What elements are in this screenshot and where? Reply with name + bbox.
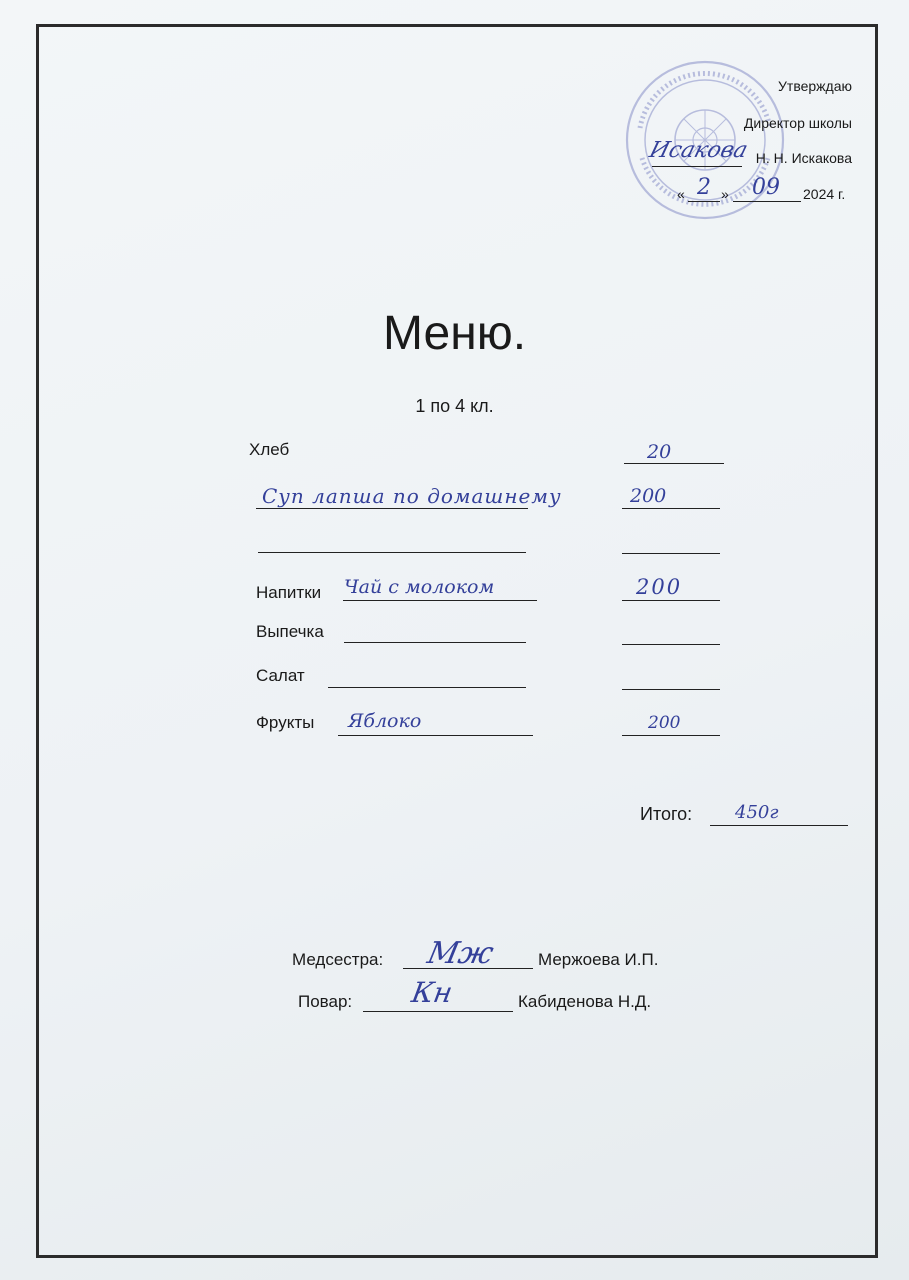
nurse-signature: Мж: [424, 936, 497, 971]
row-drinks-grams: 200: [636, 575, 683, 599]
date-day-line: [688, 201, 720, 202]
date-month-line: [733, 201, 801, 202]
cook-signature: Кн: [409, 976, 456, 1009]
row-fruit-label: Фрукты: [256, 713, 315, 732]
row-drinks-item: Чай с молоком: [344, 576, 495, 598]
date-open-quote: «: [677, 186, 685, 202]
row-bread-grams: 20: [647, 441, 672, 463]
date-month: 09: [752, 175, 780, 200]
total-line: [710, 825, 848, 826]
row-salad-grams-line: [622, 689, 720, 690]
row-salad-label: Салат: [256, 666, 305, 685]
row-empty-item-line: [258, 552, 526, 553]
row-soup-grams: 200: [630, 485, 667, 507]
row-soup-item: Суп лапша по домашнему: [262, 484, 562, 508]
row-pastry-item-line: [344, 642, 526, 643]
nurse-label: Медсестра:: [292, 950, 384, 969]
row-fruit-item: Яблоко: [348, 710, 422, 732]
row-salad-item-line: [328, 687, 526, 688]
cook-signature-line: [363, 1011, 513, 1012]
director-name: Н. Н. Искакова: [755, 150, 852, 166]
row-bread-label: Хлеб: [249, 440, 290, 459]
page-subtitle: 1 по 4 кл.: [415, 396, 494, 416]
nurse-name: Мержоева И.П.: [538, 950, 659, 969]
date-close-quote: »: [721, 186, 729, 202]
row-drinks-grams-line: [622, 600, 720, 601]
row-fruit-grams: 200: [648, 713, 681, 733]
row-bread-grams-line: [624, 463, 724, 464]
row-fruit-item-line: [338, 735, 533, 736]
row-empty-grams-line: [622, 553, 720, 554]
date-year: 2024 г.: [803, 186, 846, 202]
director-signature-line: [652, 166, 742, 167]
row-fruit-grams-line: [622, 735, 720, 736]
row-drinks-label: Напитки: [256, 583, 322, 602]
cook-label: Повар:: [298, 992, 353, 1011]
page-title: Меню.: [382, 307, 527, 360]
date-day: 2: [697, 175, 711, 200]
row-pastry-grams-line: [622, 644, 720, 645]
row-soup-item-line: [256, 508, 528, 509]
total-value: 450г: [735, 802, 779, 823]
total-label: Итого:: [640, 804, 693, 824]
approve-label: Утверждаю: [778, 78, 852, 94]
cook-name: Кабиденова Н.Д.: [518, 992, 652, 1011]
director-position: Директор школы: [743, 115, 852, 131]
director-signature: Исакова: [646, 138, 751, 163]
row-drinks-item-line: [343, 600, 537, 601]
row-pastry-label: Выпечка: [256, 622, 324, 641]
row-soup-grams-line: [622, 508, 720, 509]
